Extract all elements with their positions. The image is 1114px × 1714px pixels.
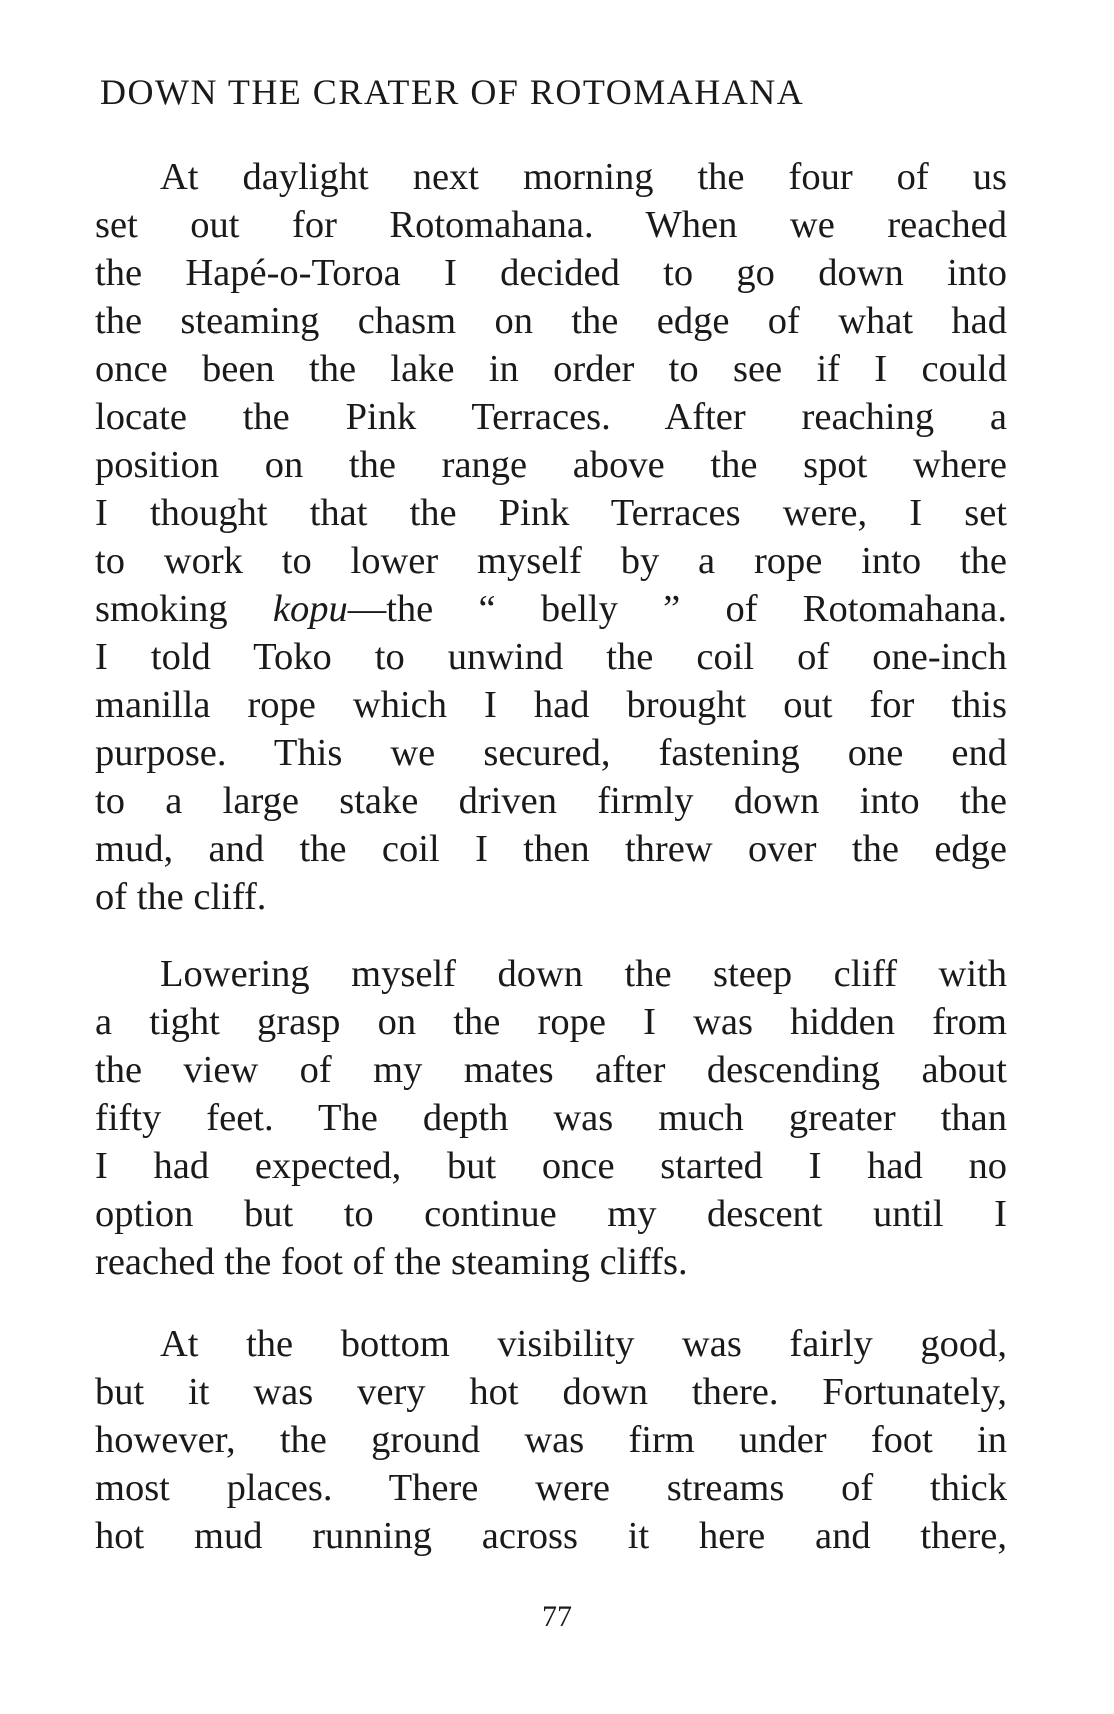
text-line: reached the foot of the steaming cliffs.	[95, 1241, 688, 1283]
running-head: DOWN THE CRATER OF ROTOMAHANA	[100, 72, 805, 112]
text-line: the view of my mates after descending about	[95, 1049, 1007, 1091]
text-line: most places. There were streams of thick	[95, 1467, 1007, 1509]
text-line: but it was very hot down there. Fortunately,	[95, 1371, 1007, 1413]
text-line: mud, and the coil I then threw over the edge	[95, 828, 1007, 870]
text-line: smoking kopu—the “ belly ” of Rotomahana.	[95, 588, 1007, 630]
text-line: the steaming chasm on the edge of what had	[95, 300, 1007, 342]
text-line: I told Toko to unwind the coil of one-inch	[95, 636, 1007, 678]
text-line: hot mud running across it here and there,	[95, 1515, 1007, 1557]
italic-word: kopu	[272, 588, 348, 630]
text-line: to a large stake driven firmly down into the	[95, 780, 1007, 822]
paragraph-3	[95, 1320, 1007, 1560]
text-line: locate the Pink Terraces. After reaching a	[95, 396, 1007, 438]
paragraph-2	[95, 950, 1007, 1286]
text-line: set out for Rotomahana. When we reached	[95, 204, 1007, 246]
text-line: a tight grasp on the rope I was hidden from	[95, 1001, 1007, 1043]
text-line: option but to continue my descent until I	[95, 1193, 1007, 1235]
text-line: manilla rope which I had brought out for this	[95, 684, 1007, 726]
text-line: I thought that the Pink Terraces were, I set	[95, 492, 1007, 534]
page-number: 77	[542, 1600, 572, 1633]
text-line: once been the lake in order to see if I could	[95, 348, 1007, 390]
text-line: purpose. This we secured, fastening one end	[95, 732, 1007, 774]
text-line: At daylight next morning the four of us	[160, 156, 1007, 198]
text-line: however, the ground was firm under foot in	[95, 1419, 1007, 1461]
text-line: At the bottom visibility was fairly good,	[160, 1323, 1007, 1365]
text-line: Lowering myself down the steep cliff with	[160, 953, 1007, 995]
text-line: of the cliff.	[95, 876, 267, 918]
text-line: position on the range above the spot where	[95, 444, 1007, 486]
paragraph-1	[95, 153, 1007, 921]
text-line: the Hapé-o-Toroa I decided to go down into	[95, 252, 1007, 294]
text-line: to work to lower myself by a rope into the	[95, 540, 1007, 582]
text-line: I had expected, but once started I had no	[95, 1145, 1007, 1187]
text-line: fifty feet. The depth was much greater than	[95, 1097, 1007, 1139]
